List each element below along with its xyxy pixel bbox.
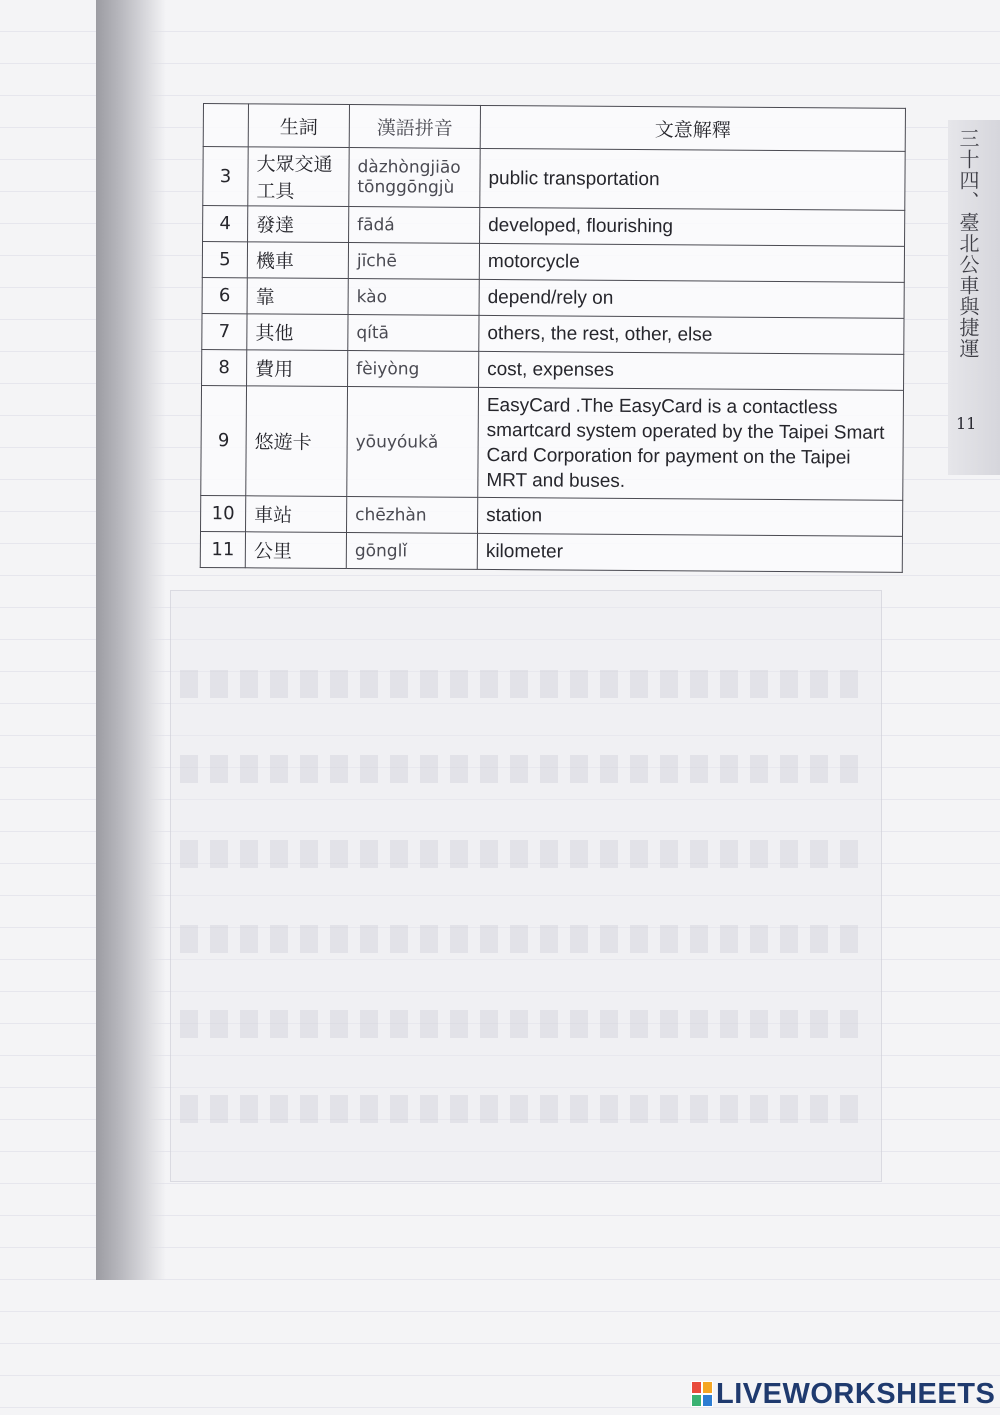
vocab-meaning: kilometer xyxy=(477,533,902,572)
vocab-pinyin: qítā xyxy=(348,315,479,352)
table-row xyxy=(202,277,904,318)
table-row xyxy=(201,495,903,536)
vocab-meaning: EasyCard .The EasyCard is a contactless smartcard system operated by the Taipei Smart Card Corporation for payment on the Taipei MRT and buses. xyxy=(478,387,904,500)
table-row xyxy=(203,147,905,211)
page-number: 11 xyxy=(956,414,977,433)
vocabulary-table xyxy=(200,103,906,573)
table-header-row xyxy=(203,104,905,152)
vocab-meaning: developed, flourishing xyxy=(480,207,905,246)
table-row xyxy=(202,242,904,283)
header-meaning: 文意解釋 xyxy=(480,105,905,151)
vocab-pinyin: fèiyòng xyxy=(348,351,479,388)
bleed-through-line xyxy=(180,1095,870,1123)
vocab-meaning: motorcycle xyxy=(479,243,904,282)
table-row xyxy=(201,385,904,500)
row-number: 11 xyxy=(200,531,245,567)
bleed-through-line xyxy=(180,925,870,953)
vocab-pinyin: yōuyóukǎ xyxy=(347,387,479,498)
table-row xyxy=(203,206,905,247)
liveworksheets-logo-text: LIVEWORKSHEETS xyxy=(716,1377,996,1410)
vocab-word: 發達 xyxy=(248,206,349,243)
vocab-meaning: cost, expenses xyxy=(479,351,904,390)
row-number: 6 xyxy=(202,277,247,313)
vocab-word: 機車 xyxy=(247,242,348,279)
bleed-through-line xyxy=(180,755,870,783)
row-number: 5 xyxy=(202,242,247,278)
book-spine-shadow xyxy=(96,0,166,1280)
table-row xyxy=(200,531,902,572)
vocab-pinyin: dàzhòngjiāo tōnggōngjù xyxy=(349,148,480,208)
vocab-meaning: public transportation xyxy=(480,148,905,210)
header-vocabulary: 生詞 xyxy=(248,104,349,148)
vocab-pinyin: jīchē xyxy=(348,243,479,280)
logo-square-green xyxy=(691,1394,702,1407)
liveworksheets-logo xyxy=(691,1376,995,1412)
vocab-word: 車站 xyxy=(246,496,347,533)
row-number: 3 xyxy=(203,147,248,206)
bleed-through-line xyxy=(180,1010,870,1038)
vocab-pinyin: chēzhàn xyxy=(347,497,478,534)
row-number: 10 xyxy=(201,495,246,531)
bleed-through-line xyxy=(180,670,870,698)
row-number: 9 xyxy=(201,385,247,495)
header-pinyin: 漢語拼音 xyxy=(349,105,480,149)
vocab-word: 悠遊卡 xyxy=(246,386,348,497)
logo-square-blue xyxy=(702,1394,713,1407)
row-number: 7 xyxy=(202,313,247,349)
vocab-word: 公里 xyxy=(245,532,346,569)
vocab-pinyin: fādá xyxy=(349,207,480,244)
vocab-word: 其他 xyxy=(247,314,348,351)
vocab-word: 靠 xyxy=(247,278,348,315)
vocab-word: 大眾交通工具 xyxy=(248,147,349,207)
vocab-meaning: others, the rest, other, else xyxy=(479,315,904,354)
logo-square-red xyxy=(691,1381,702,1394)
table-row xyxy=(202,313,904,354)
chapter-title: 三十四、臺北公車與捷運 xyxy=(956,128,980,359)
vocab-pinyin: gōnglǐ xyxy=(346,533,477,570)
vocab-word: 費用 xyxy=(247,350,348,387)
row-number: 4 xyxy=(203,206,248,242)
liveworksheets-logo-icon xyxy=(691,1381,713,1407)
vocab-meaning: station xyxy=(478,497,903,536)
table-row xyxy=(202,349,904,390)
bleed-through-line xyxy=(180,840,870,868)
vocab-pinyin: kào xyxy=(348,279,479,316)
logo-square-orange xyxy=(702,1381,713,1394)
header-number xyxy=(203,104,248,147)
vocab-meaning: depend/rely on xyxy=(479,279,904,318)
row-number: 8 xyxy=(202,349,247,385)
